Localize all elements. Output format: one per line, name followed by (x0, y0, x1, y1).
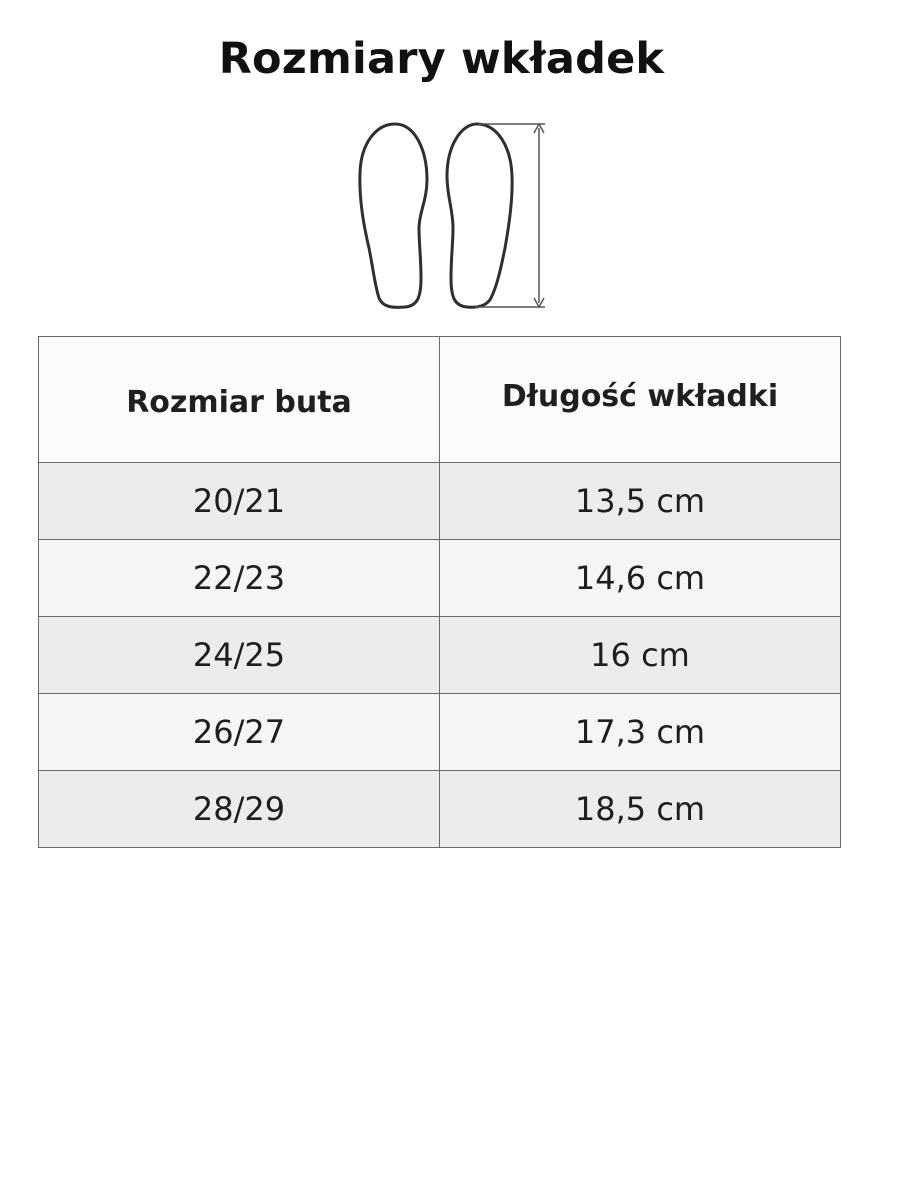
insole-length-cell: 18,5 cm (440, 771, 841, 848)
shoe-size-cell: 22/23 (39, 540, 440, 617)
table-row (39, 617, 841, 694)
left-insole-outline (360, 124, 427, 307)
insole-length-cell: 14,6 cm (440, 540, 841, 617)
right-insole-outline (447, 124, 512, 307)
page-title: Rozmiary wkładek (218, 34, 665, 84)
header-insole-length: Długość wkładki (440, 337, 841, 463)
size-table (38, 336, 841, 848)
insole-length-cell: 13,5 cm (440, 463, 841, 540)
shoe-size-cell: 24/25 (39, 617, 440, 694)
table-header-row (39, 337, 841, 463)
table-row (39, 463, 841, 540)
insole-length-cell: 16 cm (440, 617, 841, 694)
table-row (39, 694, 841, 771)
table-row (39, 771, 841, 848)
shoe-size-cell: 20/21 (39, 463, 440, 540)
insole-length-cell: 17,3 cm (440, 694, 841, 771)
header-shoe-size: Rozmiar buta (39, 337, 440, 463)
insole-pair-icon (355, 118, 555, 313)
shoe-size-cell: 26/27 (39, 694, 440, 771)
table-row (39, 540, 841, 617)
shoe-size-cell: 28/29 (39, 771, 440, 848)
